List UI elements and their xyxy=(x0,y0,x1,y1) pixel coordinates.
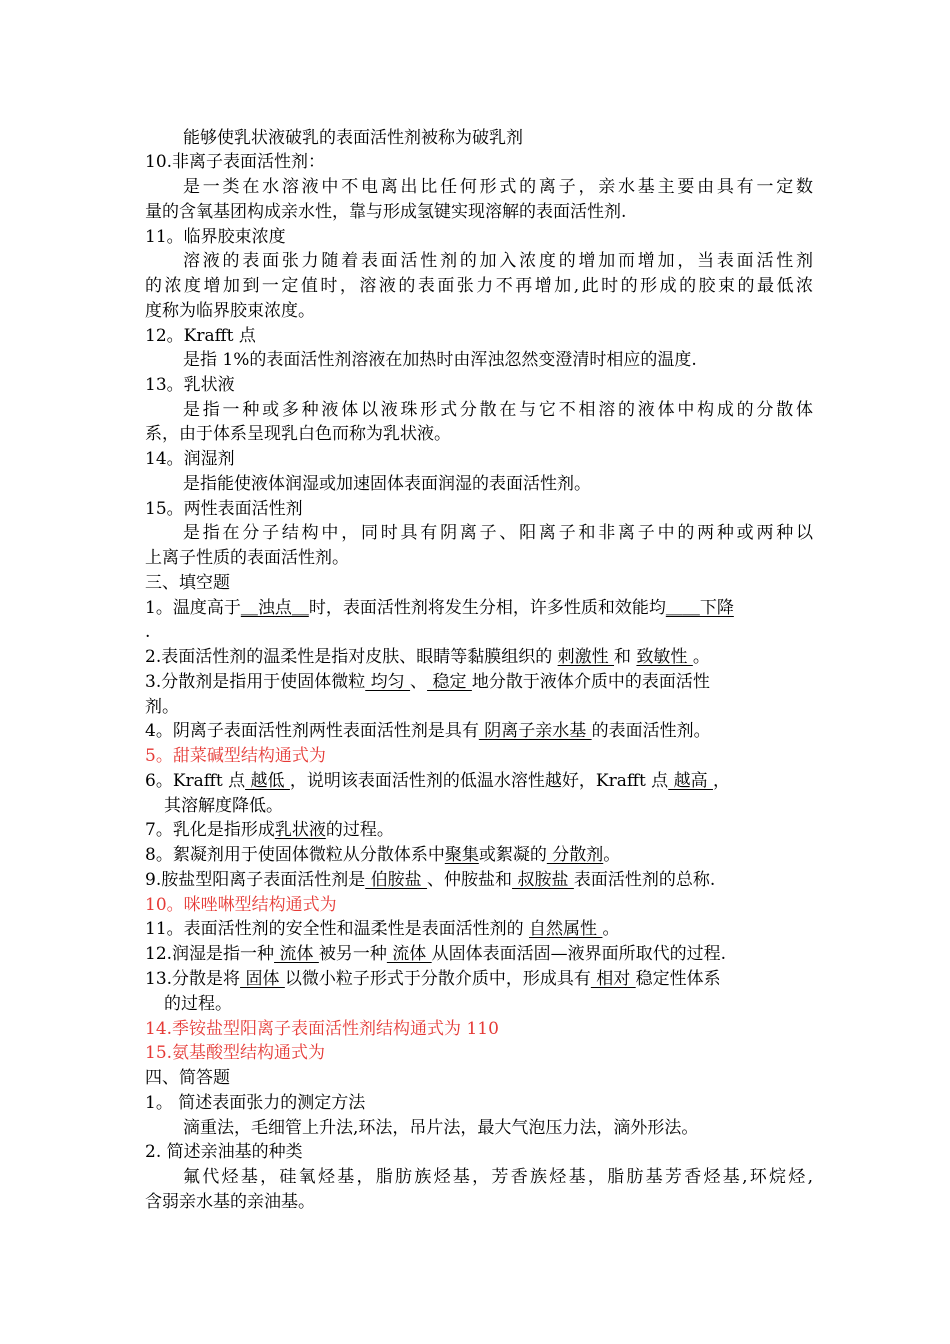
answer-blank: 刺激性 xyxy=(557,647,615,667)
section-heading: 四、简答题 xyxy=(145,1068,230,1088)
fill-in-question: 8。絮凝剂用于使固体微粒从分散体系中聚集或絮凝的 分散剂。 xyxy=(145,845,621,865)
answer-blank: 乳状液 xyxy=(274,820,326,840)
answer-blank: ＿＿下降 xyxy=(665,598,734,618)
text-line: 含弱亲水基的亲油基。 xyxy=(145,1192,315,1212)
text-line: 量的含氧基团构成亲水性，靠与形成氢键实现溶解的表面活性剂. xyxy=(145,202,627,222)
term-heading: 13。乳状液 xyxy=(145,375,235,395)
fill-in-question: 11。表面活性剂的安全性和温柔性是表面活性剂的 自然属性 。 xyxy=(145,919,620,939)
term-heading: 14。润湿剂 xyxy=(145,449,235,469)
term-heading: 11。临界胶束浓度 xyxy=(145,227,286,247)
fill-in-question: 7。乳化是指形成乳状液的过程。 xyxy=(145,820,394,840)
answer-blank: 叔胺盐 xyxy=(512,870,574,890)
answer-blank: 相对 xyxy=(590,969,636,989)
answer-blank: 分散剂 xyxy=(546,845,604,865)
answer-blank: 自然属性 xyxy=(529,919,603,939)
answer-blank: 稳定 xyxy=(427,672,472,692)
term-heading: 12。Krafft 点 xyxy=(145,326,256,346)
text-line: 其溶解度降低。 xyxy=(164,796,283,816)
text-line: 是一类在水溶液中不电离出比任何形式的离子，亲水基主要由具有一定数 xyxy=(183,177,813,197)
text-line: 氟代烃基，硅氧烃基，脂肪族烃基，芳香族烃基，脂肪基芳香烃基,环烷烃, xyxy=(183,1167,813,1187)
fill-in-question: 1。温度高于＿浊点＿时，表面活性剂将发生分相，许多性质和效能均＿＿下降 xyxy=(145,598,734,618)
text-line: 是指在分子结构中，同时具有阴离子、阳离子和非离子中的两种或两种以 xyxy=(183,523,813,543)
text-line: 是指 1%的表面活性剂溶液在加热时由浑浊忽然变澄清时相应的温度. xyxy=(183,350,697,370)
answer-blank: 越高 xyxy=(668,771,713,791)
fill-in-question: 4。阴离子表面活性剂两性表面活性剂是具有 阴离子亲水基 的表面活性剂。 xyxy=(145,721,711,741)
answer-blank: 越低 xyxy=(245,771,290,791)
fill-in-question: 9.胺盐型阳离子表面活性剂是 伯胺盐 、仲胺盐和 叔胺盐 表面活性剂的总称. xyxy=(145,870,716,890)
answer-blank: 均匀 xyxy=(365,672,411,692)
answer-blank: 聚集 xyxy=(444,845,479,865)
fill-in-question: 13.分散是将 固体 以微小粒子形式于分散介质中，形成具有 相对 稳定性体系 xyxy=(145,969,721,989)
fill-in-question: 12.润湿是指一种 流体 被另一种 流体 从固体表面活固—液界面所取代的过程. xyxy=(145,944,727,964)
text-line: 能够使乳状液破乳的表面活性剂被称为破乳剂 xyxy=(183,128,523,148)
section-heading: 三、填空题 xyxy=(145,573,230,593)
highlighted-question: 10。咪唑啉型结构通式为 xyxy=(145,895,337,915)
text-line: 是指一种或多种液体以液珠形式分散在与它不相溶的液体中构成的分散体 xyxy=(183,400,813,420)
text-line: 滴重法，毛细管上升法,环法，吊片法，最大气泡压力法，滴外形法。 xyxy=(183,1118,699,1138)
fill-in-question: 3.分散剂是指用于使固体微粒 均匀 、 稳定 地分散于液体介质中的表面活性 xyxy=(145,672,710,692)
text-line: 系，由于体系呈现乳白色而称为乳状液。 xyxy=(145,424,451,444)
answer-blank: 致敏性 xyxy=(636,647,693,667)
answer-blank: 流体 xyxy=(386,944,432,964)
text-line: . xyxy=(145,622,151,642)
term-heading: 10.非离子表面活性剂： xyxy=(145,152,326,172)
answer-blank: 阴离子亲水基 xyxy=(478,721,592,741)
answer-blank: ＿浊点＿ xyxy=(240,598,309,618)
answer-blank: 流体 xyxy=(274,944,319,964)
text-line: 的浓度增加到一定值时，溶液的表面张力不再增加,此时的形成的胶束的最低浓 xyxy=(145,276,813,296)
text-line: 的过程。 xyxy=(164,994,232,1014)
text-line: 度称为临界胶束浓度。 xyxy=(145,301,315,321)
answer-blank: 固体 xyxy=(240,969,285,989)
text-line: 剂。 xyxy=(145,697,179,717)
highlighted-question: 5。甜菜碱型结构通式为 xyxy=(145,746,326,766)
text-line: 溶液的表面张力随着表面活性剂的加入浓度的增加而增加，当表面活性剂 xyxy=(183,251,813,271)
text-line: 上离子性质的表面活性剂。 xyxy=(145,548,349,568)
fill-in-question: 2.表面活性剂的温柔性是指对皮肤、眼睛等黏膜组织的 刺激性 和 致敏性 。 xyxy=(145,647,710,667)
term-heading: 15。两性表面活性剂 xyxy=(145,499,303,519)
highlighted-question: 14.季铵盐型阳离子表面活性剂结构通式为 110 xyxy=(145,1019,499,1039)
answer-blank: 伯胺盐 xyxy=(365,870,428,890)
text-line: 是指能使液体润湿或加速固体表面润湿的表面活性剂。 xyxy=(183,474,591,494)
question-heading: 1。 简述表面张力的测定方法 xyxy=(145,1093,366,1113)
fill-in-question: 6。Krafft 点 越低 ，说明该表面活性剂的低温水溶性越好，Krafft 点 越高 ， xyxy=(145,771,730,791)
question-heading: 2. 简述亲油基的种类 xyxy=(145,1142,303,1162)
highlighted-question: 15.氨基酸型结构通式为 xyxy=(145,1043,326,1063)
